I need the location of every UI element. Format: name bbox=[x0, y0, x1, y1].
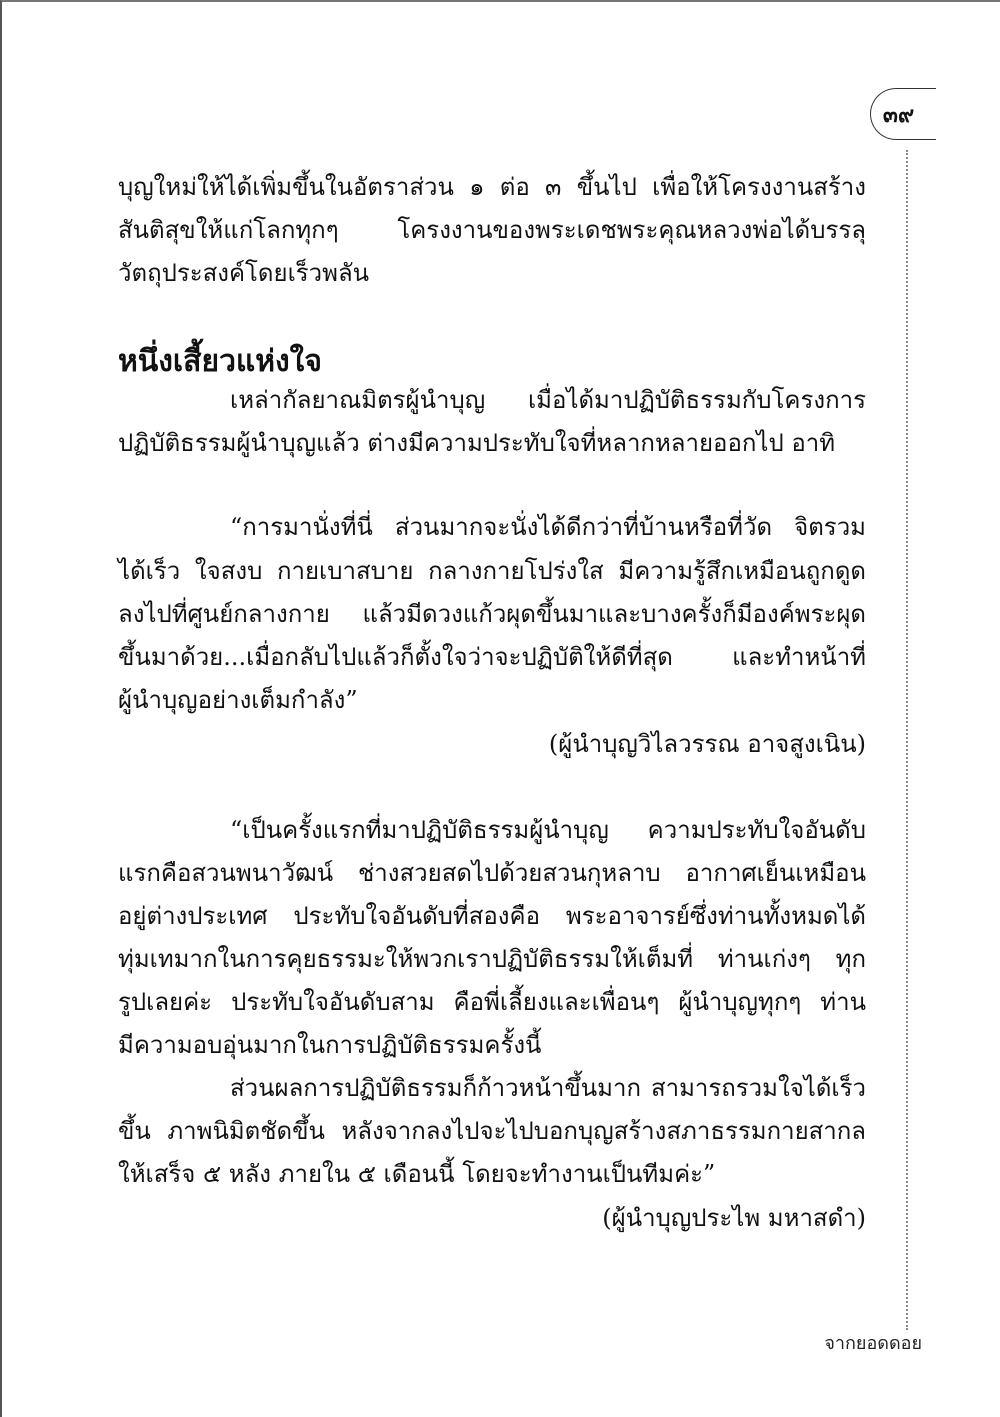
quote-line: ลงไปที่ศูนย์กลางกาย แล้วมีดวงแก้วผุดขึ้นมาและบางครั้งก็มีองค์พระผุด bbox=[118, 600, 866, 628]
quote-line: ส่วนผลการปฏิบัติธรรมก็ก้าวหน้าขึ้นมาก สามารถรวมใจได้เร็ว bbox=[230, 1074, 866, 1102]
quote-line: ขึ้น ภาพนิมิตชัดขึ้น หลังจากลงไปจะไปบอกบุญสร้างสภาธรรมกายสากล bbox=[118, 1117, 866, 1145]
quote-line: “เป็นครั้งแรกที่มาปฏิบัติธรรมผู้นำบุญ ความประทับใจอันดับ bbox=[230, 816, 866, 844]
quote-author: (ผู้นำบุญประไพ มหาสดำ) bbox=[602, 1204, 866, 1232]
quote-line: ทุ่มเทมากในการคุยธรรมะให้พวกเราปฏิบัติธรรมให้เต็มที่ ท่านเก่งๆ ทุก bbox=[118, 945, 866, 973]
quote-line: “การมานั่งที่นี่ ส่วนมากจะนั่งได้ดีกว่าที่บ้านหรือที่วัด จิตรวม bbox=[230, 513, 866, 541]
quote-line: ให้เสร็จ ๕ หลัง ภายใน ๕ เดือนนี้ โดยจะทำงานเป็นทีมค่ะ” bbox=[118, 1160, 716, 1188]
intro-line: สันติสุขให้แก่โลกทุกๆ โครงงานของพระเดชพระคุณหลวงพ่อได้บรรลุ bbox=[118, 216, 866, 244]
dotted-margin-rule bbox=[906, 150, 908, 1330]
quote-line: มีความอบอุ่นมากในการปฏิบัติธรรมครั้งนี้ bbox=[118, 1031, 542, 1059]
quote-line: ได้เร็ว ใจสงบ กายเบาสบาย กลางกายโปร่งใส มีความรู้สึกเหมือนถูกดูด bbox=[118, 557, 866, 585]
page-number: ๓๙ bbox=[870, 88, 936, 140]
quote-line: รูปเลยค่ะ ประทับใจอันดับสาม คือพี่เลี้ยงและเพื่อนๆ ผู้นำบุญทุกๆ ท่าน bbox=[118, 988, 866, 1016]
paragraph-line: ปฏิบัติธรรมผู้นำบุญแล้ว ต่างมีความประทับใจที่หลากหลายออกไป อาทิ bbox=[118, 429, 836, 457]
section-heading: หนึ่งเสี้ยวแห่งใจ bbox=[118, 344, 322, 379]
quote-author: (ผู้นำบุญวิไลวรรณ อาจสูงเนิน) bbox=[548, 730, 866, 758]
intro-line: บุญใหม่ให้ได้เพิ่มขึ้นในอัตราส่วน ๑ ต่อ ๓ ขึ้นไป เพื่อให้โครงงานสร้าง bbox=[118, 173, 866, 201]
quote-line: ขึ้นมาด้วย...เมื่อกลับไปแล้วก็ตั้งใจว่าจะปฏิบัติให้ดีที่สุด และทำหน้าที่ bbox=[118, 643, 866, 671]
quote-line: อยู่ต่างประเทศ ประทับใจอันดับที่สองคือ พระอาจารย์ซึ่งท่านทั้งหมดได้ bbox=[118, 902, 866, 930]
intro-line: วัตถุประสงค์โดยเร็วพลัน bbox=[118, 259, 370, 287]
footer-book-title: จากยอดดอย bbox=[824, 1333, 922, 1354]
quote-line: ผู้นำบุญอย่างเต็มกำลัง” bbox=[118, 686, 358, 714]
paragraph-line: เหล่ากัลยาณมิตรผู้นำบุญ เมื่อได้มาปฏิบัติธรรมกับโครงการ bbox=[230, 386, 866, 414]
quote-line: แรกคือสวนพนาวัฒน์ ช่างสวยสดไปด้วยสวนกุหลาบ อากาศเย็นเหมือน bbox=[118, 859, 866, 887]
